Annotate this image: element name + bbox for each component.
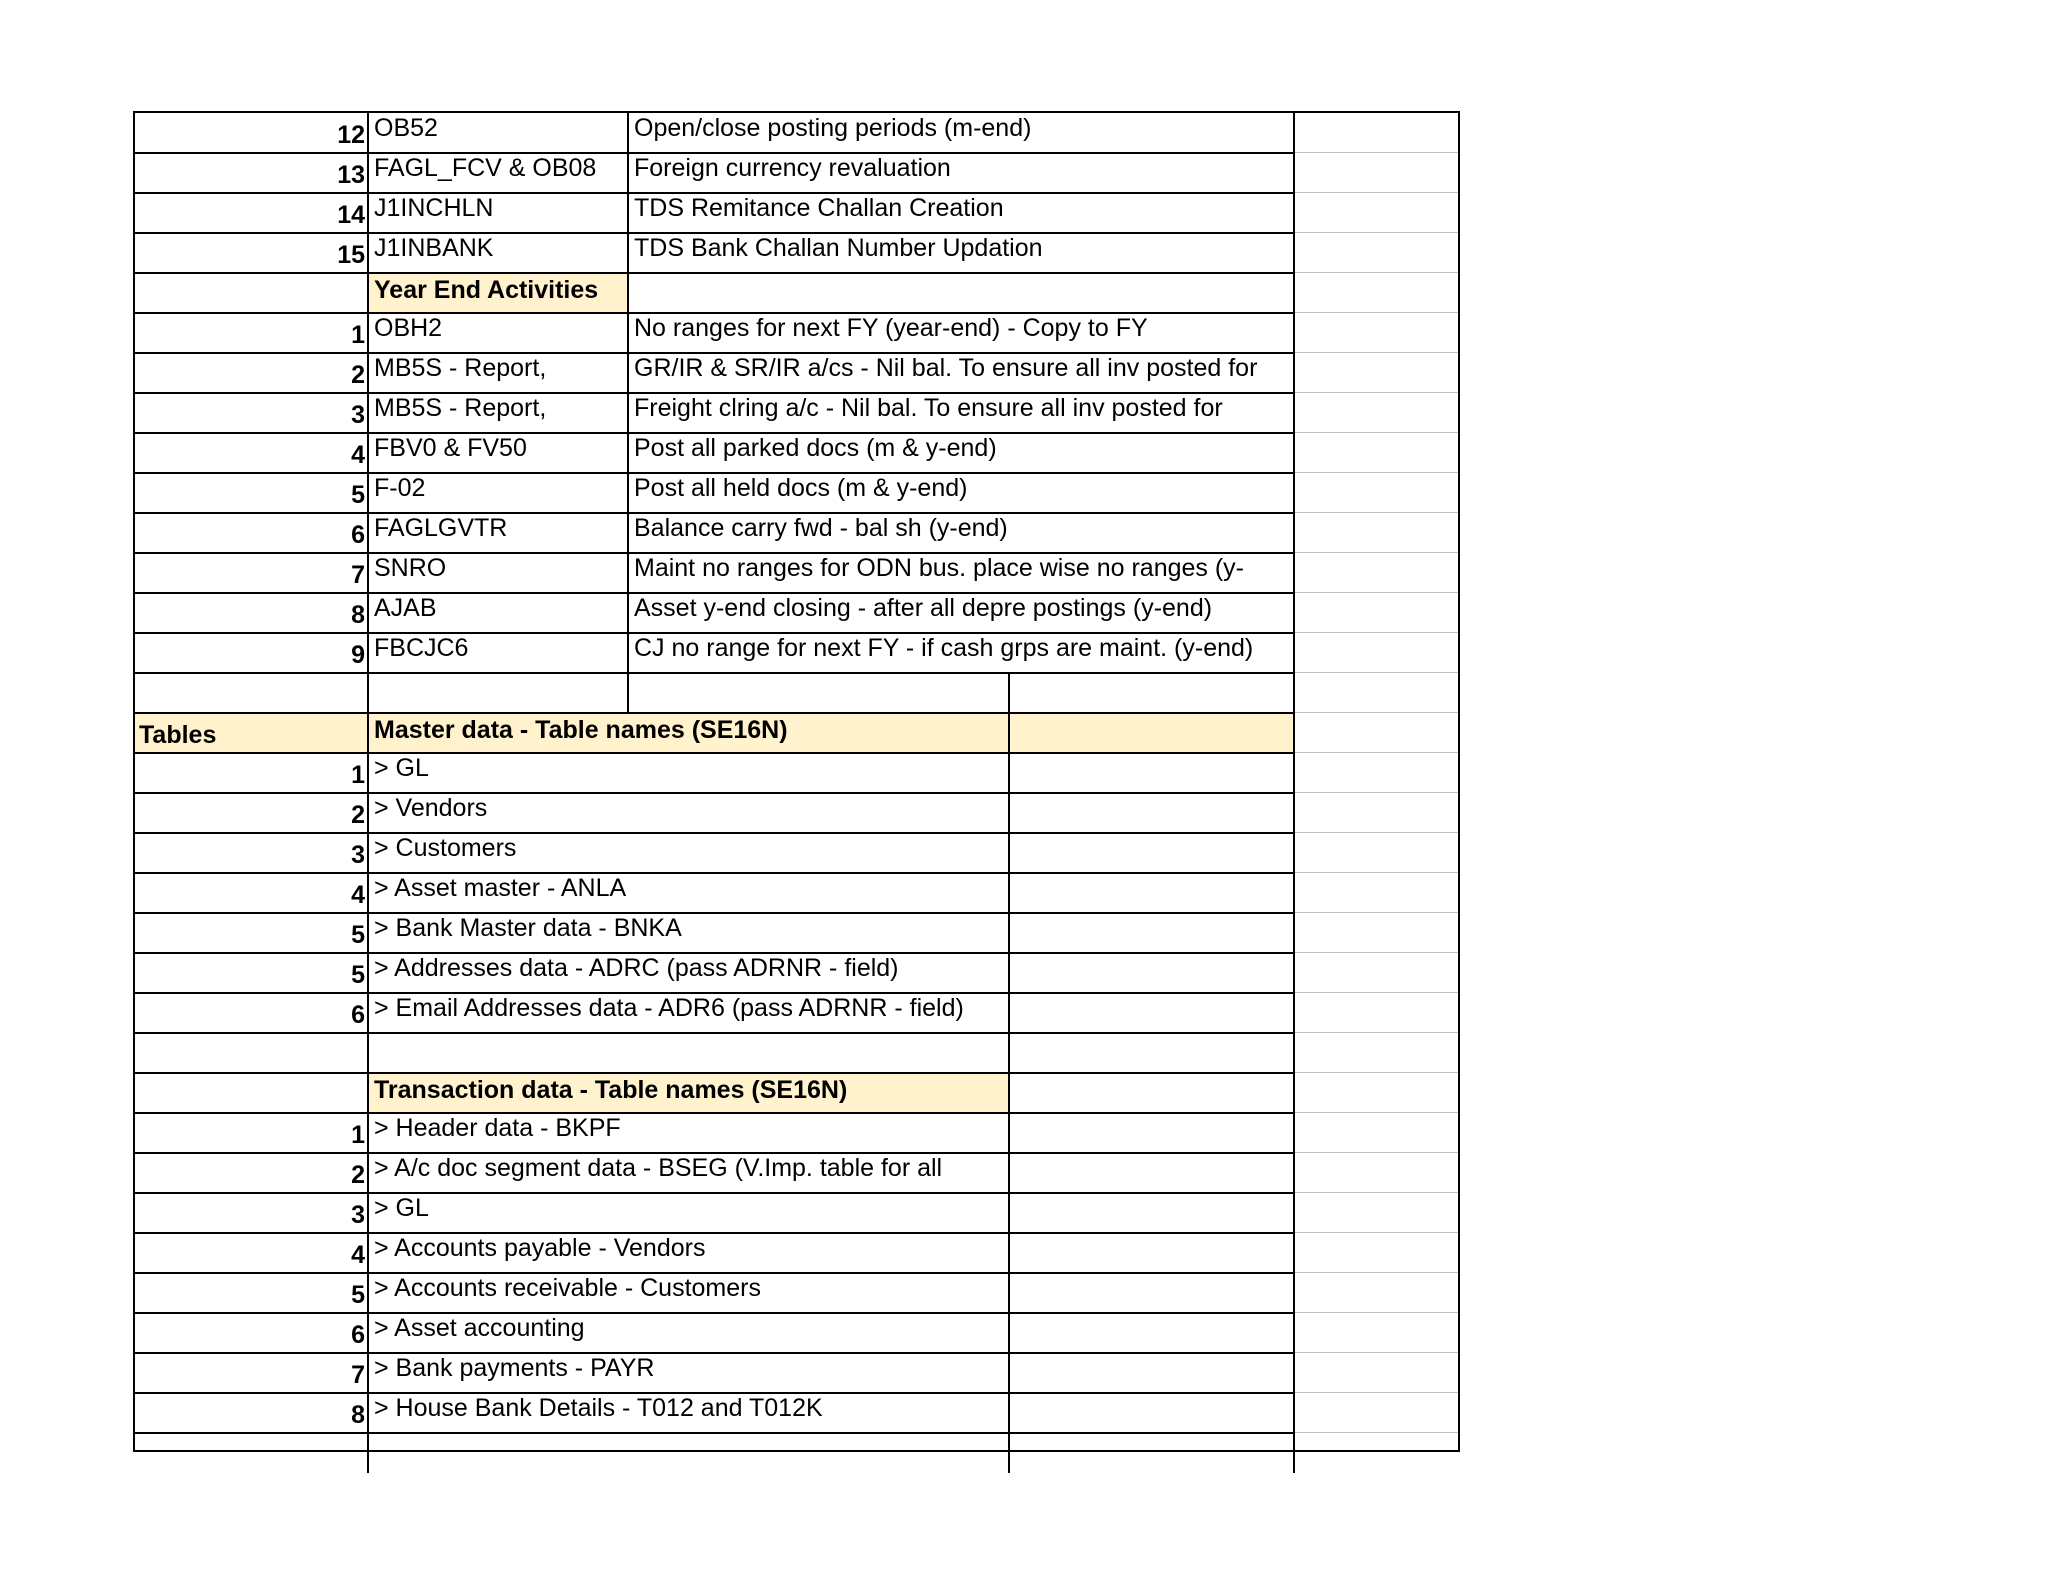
row-number: 5 <box>351 921 365 949</box>
grid-line <box>1294 1392 1458 1393</box>
tcode-cell: FBV0 & FV50 <box>374 434 527 462</box>
grid-line <box>1294 1032 1458 1033</box>
grid-line <box>135 1432 1294 1434</box>
grid-line <box>1294 712 1458 713</box>
table-row <box>135 553 1458 593</box>
grid-line <box>1008 673 1010 1473</box>
grid-line <box>135 952 1294 954</box>
tcode-cell: FAGLGVTR <box>374 514 508 542</box>
table-name-cell: > Header data - BKPF <box>374 1114 621 1142</box>
table-name-cell: > GL <box>374 1194 429 1222</box>
table-row <box>135 193 1458 233</box>
grid-line <box>1294 152 1458 153</box>
grid-line <box>135 152 1294 154</box>
grid-line <box>1294 992 1458 993</box>
table-name-cell: > Bank Master data - BNKA <box>374 914 682 942</box>
table-name-cell: > Addresses data - ADRC (pass ADRNR - field) <box>374 954 899 982</box>
grid-line <box>135 432 1294 434</box>
grid-line <box>135 1032 1294 1034</box>
grid-line <box>1294 432 1458 433</box>
description-cell: Open/close posting periods (m-end) <box>634 114 1032 142</box>
grid-line <box>1294 512 1458 513</box>
table-row <box>135 953 1458 993</box>
table-name-cell: > Vendors <box>374 794 488 822</box>
table-row <box>135 1313 1458 1353</box>
blank-row <box>135 1433 1458 1473</box>
table-name-cell: > Accounts receivable - Customers <box>374 1274 761 1302</box>
grid-line <box>1294 1072 1458 1073</box>
row-number: 12 <box>337 121 365 149</box>
description-cell: TDS Bank Challan Number Updation <box>634 234 1043 262</box>
table-row <box>135 233 1458 273</box>
grid-line <box>135 1232 1294 1234</box>
section-heading-row <box>135 273 1458 313</box>
row-number: 4 <box>351 1241 365 1269</box>
tcode-cell: AJAB <box>374 594 437 622</box>
grid-line <box>1294 632 1458 633</box>
blank-row <box>135 673 1458 713</box>
row-number: 6 <box>351 1321 365 1349</box>
description-cell: TDS Remitance Challan Creation <box>634 194 1004 222</box>
description-cell: CJ no range for next FY - if cash grps are maint. (y-end) <box>634 634 1254 662</box>
row-number: 2 <box>351 361 365 389</box>
grid-line <box>135 1192 1294 1194</box>
grid-line <box>1294 952 1458 953</box>
row-number: 1 <box>351 1121 365 1149</box>
table-row <box>135 513 1458 553</box>
row-number: 8 <box>351 1401 365 1429</box>
grid-line <box>135 1352 1294 1354</box>
master-data-heading: Master data - Table names (SE16N) <box>368 713 1009 753</box>
year-end-heading: Year End Activities <box>368 273 628 313</box>
grid-line <box>135 992 1294 994</box>
table-name-cell: > GL <box>374 754 429 782</box>
row-number: 7 <box>351 1361 365 1389</box>
grid-line <box>1294 352 1458 353</box>
row-number: 1 <box>351 761 365 789</box>
row-number: 1 <box>351 321 365 349</box>
grid-line <box>1294 592 1458 593</box>
tcode-cell: OBH2 <box>374 314 443 342</box>
table-row <box>135 433 1458 473</box>
grid-line <box>1294 1112 1458 1113</box>
row-number: 4 <box>351 441 365 469</box>
heading-fill <box>1009 713 1294 753</box>
row-number: 8 <box>351 601 365 629</box>
table-row <box>135 1233 1458 1273</box>
grid-line <box>135 912 1294 914</box>
grid-line <box>135 672 1294 674</box>
grid-line <box>1294 872 1458 873</box>
table-row <box>135 753 1458 793</box>
grid-line <box>135 1152 1294 1154</box>
grid-line <box>1294 1192 1458 1193</box>
tcode-cell: F-02 <box>374 474 426 502</box>
grid-line <box>135 1272 1294 1274</box>
table-row <box>135 793 1458 833</box>
table-row <box>135 153 1458 193</box>
grid-line <box>135 832 1294 834</box>
tcode-cell: MB5S - Report, <box>374 354 547 382</box>
grid-line <box>1294 552 1458 553</box>
row-number: 14 <box>337 201 365 229</box>
grid-line <box>1294 1352 1458 1353</box>
grid-line <box>135 592 1294 594</box>
row-number: 4 <box>351 881 365 909</box>
table-name-cell: > Email Addresses data - ADR6 (pass ADRNR - field) <box>374 994 964 1022</box>
table-row <box>135 833 1458 873</box>
row-number: 2 <box>351 801 365 829</box>
spreadsheet-printout <box>133 111 1460 1452</box>
table-row <box>135 113 1458 153</box>
tcode-cell: J1INBANK <box>374 234 494 262</box>
table-name-cell: > House Bank Details - T012 and T012K <box>374 1394 823 1422</box>
table-row <box>135 1193 1458 1233</box>
description-cell: Balance carry fwd - bal sh (y-end) <box>634 514 1008 542</box>
table-row <box>135 1353 1458 1393</box>
grid-line <box>135 752 1294 754</box>
description-cell: Post all held docs (m & y-end) <box>634 474 968 502</box>
table-row <box>135 473 1458 513</box>
table-row <box>135 993 1458 1033</box>
grid-line <box>135 792 1294 794</box>
description-cell: Post all parked docs (m & y-end) <box>634 434 997 462</box>
grid-line <box>135 272 1294 274</box>
row-number: 3 <box>351 401 365 429</box>
table-name-cell: > Asset master - ANLA <box>374 874 627 902</box>
grid-line <box>135 1312 1294 1314</box>
grid-line <box>1294 1272 1458 1273</box>
transaction-data-heading: Transaction data - Table names (SE16N) <box>368 1073 1009 1113</box>
row-number: 2 <box>351 1161 365 1189</box>
description-cell: Foreign currency revaluation <box>634 154 951 182</box>
grid-line <box>1294 192 1458 193</box>
grid-line <box>135 1392 1294 1394</box>
grid-line <box>135 312 1294 314</box>
table-row <box>135 1393 1458 1433</box>
tcode-cell: OB52 <box>374 114 438 142</box>
grid-line <box>1293 113 1295 1473</box>
row-number: 5 <box>351 1281 365 1309</box>
row-number: 6 <box>351 521 365 549</box>
table-row <box>135 633 1458 673</box>
grid-line <box>367 113 369 1473</box>
grid-line <box>1294 1232 1458 1233</box>
table-row <box>135 353 1458 393</box>
grid-line <box>1294 1152 1458 1153</box>
tcode-cell: SNRO <box>374 554 447 582</box>
grid-line <box>1294 1432 1458 1433</box>
grid-line <box>1294 392 1458 393</box>
table-name-cell: > A/c doc segment data - BSEG (V.Imp. table for all <box>374 1154 943 1182</box>
grid-line <box>1294 912 1458 913</box>
grid-line <box>1294 792 1458 793</box>
grid-line <box>135 512 1294 514</box>
row-number: 5 <box>351 961 365 989</box>
tables-label: Tables <box>135 713 368 753</box>
table-name-cell: > Customers <box>374 834 517 862</box>
row-number: 3 <box>351 841 365 869</box>
grid-line <box>1294 232 1458 233</box>
table-row <box>135 393 1458 433</box>
grid-line <box>135 552 1294 554</box>
description-cell: Freight clring a/c - Nil bal. To ensure all inv posted for <box>634 394 1223 422</box>
blank-row <box>135 1033 1458 1073</box>
grid-line <box>627 113 629 713</box>
description-cell: GR/IR & SR/IR a/cs - Nil bal. To ensure all inv posted for <box>634 354 1258 382</box>
table-name-cell: > Accounts payable - Vendors <box>374 1234 706 1262</box>
grid-line <box>1294 272 1458 273</box>
table-row <box>135 1113 1458 1153</box>
table-row <box>135 913 1458 953</box>
row-number: 3 <box>351 1201 365 1229</box>
grid-line <box>1294 312 1458 313</box>
grid-line <box>135 1112 1294 1114</box>
row-number: 13 <box>337 161 365 189</box>
row-number: 5 <box>351 481 365 509</box>
table-row <box>135 873 1458 913</box>
description-cell: Maint no ranges for ODN bus. place wise no ranges (y- <box>634 554 1244 582</box>
description-cell: No ranges for next FY (year-end) - Copy to FY <box>634 314 1148 342</box>
grid-line <box>1294 832 1458 833</box>
row-number: 6 <box>351 1001 365 1029</box>
table-row <box>135 313 1458 353</box>
grid-line <box>135 632 1294 634</box>
tcode-cell: FBCJC6 <box>374 634 469 662</box>
grid-line <box>135 1072 1294 1074</box>
grid-line <box>135 352 1294 354</box>
table-row <box>135 1153 1458 1193</box>
tcode-cell: MB5S - Report, <box>374 394 547 422</box>
tcode-cell: FAGL_FCV & OB08 <box>374 154 597 182</box>
grid-line <box>135 712 1294 714</box>
grid-line <box>1294 1312 1458 1313</box>
grid-line <box>135 192 1294 194</box>
section-heading-row <box>135 1073 1458 1113</box>
table-row <box>135 593 1458 633</box>
table-name-cell: > Bank payments - PAYR <box>374 1354 655 1382</box>
table-row <box>135 1273 1458 1313</box>
row-number: 7 <box>351 561 365 589</box>
grid-line <box>1294 752 1458 753</box>
grid-line <box>135 232 1294 234</box>
description-cell: Asset y-end closing - after all depre postings (y-end) <box>634 594 1213 622</box>
grid-line <box>1294 472 1458 473</box>
grid-line <box>135 472 1294 474</box>
grid-line <box>135 392 1294 394</box>
grid-line <box>135 872 1294 874</box>
row-number: 9 <box>351 641 365 669</box>
tcode-cell: J1INCHLN <box>374 194 494 222</box>
row-number: 15 <box>337 241 365 269</box>
section-heading-row <box>135 713 1458 753</box>
grid-line <box>1294 672 1458 673</box>
table-name-cell: > Asset accounting <box>374 1314 585 1342</box>
